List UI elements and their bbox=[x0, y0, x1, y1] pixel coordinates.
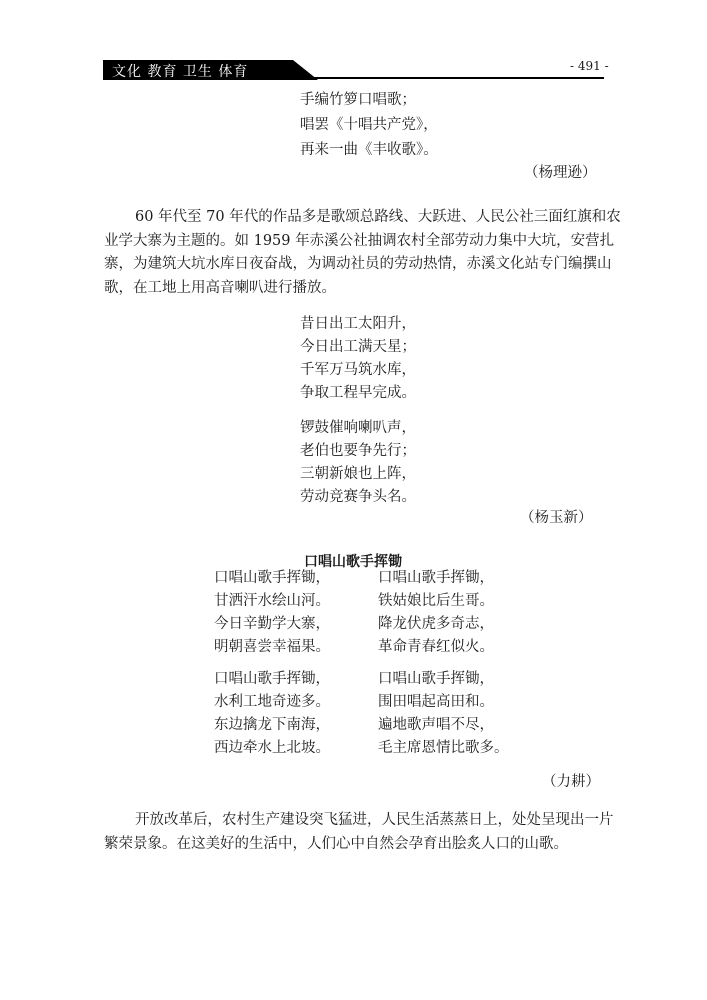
poem1-line: 再来一曲《丰收歌》。 bbox=[300, 142, 438, 158]
poem3-right-line: 口唱山歌手挥锄， bbox=[378, 570, 494, 586]
paragraph-1-line: 歌，在工地上用高音喇叭进行播放。 bbox=[104, 279, 336, 296]
poem3-left-line: 水利工地奇迹多。 bbox=[214, 694, 330, 710]
paragraph-1-line: 业学大寨为主题的。如 1959 年赤溪公社抽调农村全部劳动力集中大坑，安营扎 bbox=[104, 232, 615, 249]
poem1-line: 唱罢《十唱共产党》， bbox=[300, 117, 438, 133]
paragraph-1-line: 60 年代至 70 年代的作品多是歌颂总路线、大跃进、人民公社三面红旗和农 bbox=[135, 209, 621, 225]
paragraph-2 bbox=[104, 809, 614, 856]
poem2-line: 千军万马筑水库， bbox=[300, 362, 416, 378]
paragraph-1 bbox=[104, 206, 621, 300]
poem3-right-line: 围田唱起高田和。 bbox=[378, 694, 494, 710]
page-number: - 491 - bbox=[570, 59, 609, 73]
poem3-left-line: 甘洒汗水绘山河。 bbox=[214, 593, 330, 609]
poem2-line: 今日出工满天星； bbox=[300, 339, 416, 355]
poem3-left-line: 今日辛勤学大寨， bbox=[214, 616, 330, 632]
poem2-line: 锣鼓催响喇叭声， bbox=[300, 420, 416, 436]
poem3-right-line: 毛主席恩情比歌多。 bbox=[378, 740, 509, 756]
paragraph-2-line: 繁荣景象。在这美好的生活中，人们心中自然会孕育出脍炙人口的山歌。 bbox=[104, 835, 568, 852]
poem3-right-line: 口唱山歌手挥锄， bbox=[378, 671, 494, 687]
poem2-line: 劳动竞赛争头名。 bbox=[300, 489, 416, 505]
poem2-author: （杨玉新） bbox=[520, 510, 593, 526]
poem2-line: 三朝新娘也上阵， bbox=[300, 466, 416, 482]
poem3-left-line: 口唱山歌手挥锄， bbox=[214, 570, 330, 586]
poem3-left-line: 明朝喜尝幸福果。 bbox=[214, 639, 330, 655]
header-rule bbox=[300, 77, 604, 79]
poem2-line: 争取工程早完成。 bbox=[300, 385, 416, 401]
poem3-left-line: 西边牵水上北坡。 bbox=[214, 740, 330, 756]
poem3-right-line: 遍地歌声唱不尽， bbox=[378, 717, 494, 733]
poem3-author: （力耕） bbox=[542, 774, 600, 790]
poem3-title: 口唱山歌手挥锄 bbox=[304, 554, 402, 570]
poem2-line: 老伯也要争先行； bbox=[300, 443, 416, 459]
poem1-line: 手编竹箩口唱歌； bbox=[300, 92, 416, 108]
poem1-author: （杨理逊） bbox=[524, 165, 597, 181]
poem3-left-line: 口唱山歌手挥锄， bbox=[214, 671, 330, 687]
paragraph-1-line: 寨，为建筑大坑水库日夜奋战，为调动社员的劳动热情，赤溪文化站专门编撰山 bbox=[104, 256, 612, 272]
poem3-right-line: 降龙伏虎多奇志， bbox=[378, 616, 494, 632]
poem2-line: 昔日出工太阳升， bbox=[300, 316, 416, 332]
poem3-left-line: 东边擒龙下南海， bbox=[214, 717, 330, 733]
poem3-right-line: 革命青春红似火。 bbox=[378, 639, 494, 655]
section-header-title: 文化 教育 卫生 体育 bbox=[112, 64, 249, 80]
poem3-right-line: 铁姑娘比后生哥。 bbox=[378, 593, 494, 609]
paragraph-2-line: 开放改革后，农村生产建设突飞猛进，人民生活蒸蒸日上，处处呈现出一片 bbox=[135, 812, 614, 828]
